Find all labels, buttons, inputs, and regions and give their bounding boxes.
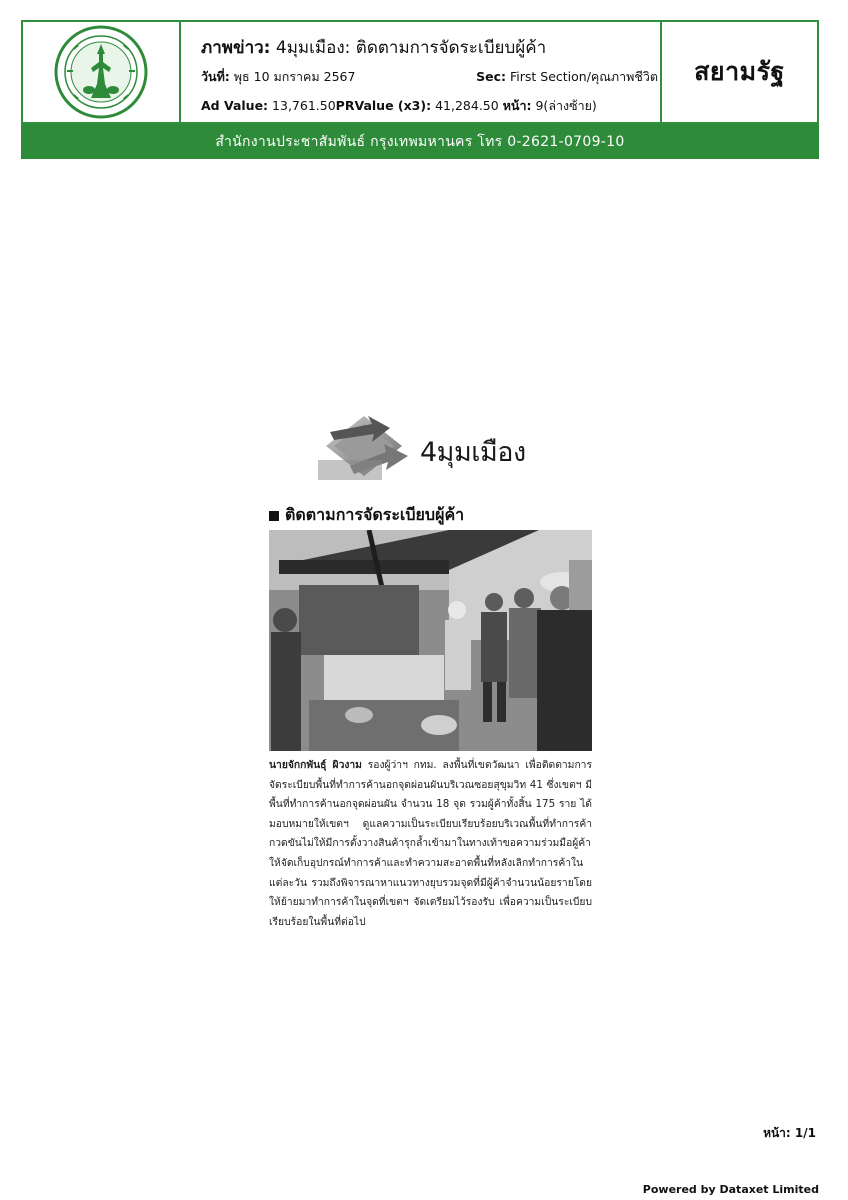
- powered-by: Powered by Dataxet Limited: [642, 1183, 819, 1196]
- contact-banner-text: สำนักงานประชาสัมพันธ์ กรุงเทพมหานคร โทร 0-2621-0709-10: [215, 133, 625, 150]
- news-title: 4มุมเมือง: ติดตามการจัดระเบียบผู้ค้า: [275, 38, 547, 58]
- footer-page-label: หน้า:: [763, 1126, 791, 1140]
- headline-text: ติดตามการจัดระเบียบผู้ค้า: [285, 505, 465, 524]
- publication-cell: [662, 22, 817, 122]
- sec-value: First Section/คุณภาพชีวิต: [509, 69, 658, 84]
- article-headline: [269, 503, 464, 528]
- caption-lead: นายจักกพันธุ์ ผิวงาม: [269, 759, 362, 771]
- publication-name: สยามรัฐ: [694, 57, 785, 86]
- section-row: [476, 67, 658, 87]
- footer-page-value: 1/1: [794, 1126, 816, 1140]
- page-value: 9(ล่างซ้าย): [535, 98, 597, 113]
- news-photo: [269, 530, 592, 751]
- value-row: [201, 96, 597, 116]
- photo-caption: [269, 756, 592, 932]
- ad-value-label: Ad Value:: [201, 98, 269, 113]
- sec-label: Sec:: [476, 69, 506, 84]
- page-label: หน้า:: [502, 98, 532, 113]
- ad-value: 13,761.50: [272, 98, 336, 113]
- bullet-square-icon: [269, 511, 279, 521]
- date-label: วันที่:: [201, 69, 230, 84]
- clipping-header: [21, 20, 819, 124]
- pr-value: 41,284.50: [435, 98, 499, 113]
- news-label: ภาพข่าว:: [201, 38, 271, 58]
- bma-logo-cell: [23, 22, 181, 122]
- clipping-info: [181, 22, 662, 122]
- contact-banner: [21, 124, 819, 159]
- pr-value-label: PRValue (x3):: [335, 98, 432, 113]
- bma-seal-logo: [53, 24, 149, 120]
- date-value: พุธ 10 มกราคม 2567: [233, 69, 356, 84]
- page-number: [763, 1124, 816, 1143]
- caption-body: รองผู้ว่าฯ กทม. ลงพื้นที่เขตวัฒนา เพื่อติดตามการจัดระเบียบพื้นที่ทำการค้านอกจุดผ่อนผันบริเวณซอยสุขุมวิท 41 ซึ่งเขตฯ มีพื้นที่ทำการค้านอกจุดผ่อนผัน จำนวน 18 จุด รวมผู้ค้าทั้งสิ้น 175 ราย ได้มอบหมายให้เขตฯ ดูแลความเป็นระเบียบเรียบร้อยบริเวณพื้นที่ทำการค้ากวดขันไม่ให้มีการตั้งวางสินค้ารุกล้ำเข้ามาในทางเท้าขอความร่วมมือผู้ค้าให้จัดเก็บอุปกรณ์ทำการค้าและทำความสะอาดพื้นที่หลังเลิกทำการค้าในแต่ละวัน รวมถึงพิจารณาหาแนวทางยุบรวมจุดที่มีผู้ค้าจำนวนน้อยรายโดยให้ย้ายมาทำการค้าในจุดที่เขตฯ จัดเตรียมไว้รองรับ เพื่อความเป็นระเบียบเรียบร้อยในพื้นที่ต่อไป: [269, 759, 592, 928]
- news-title-row: [201, 34, 546, 61]
- date-row: [201, 67, 355, 87]
- section-name: 4มุมเมือง: [420, 437, 526, 468]
